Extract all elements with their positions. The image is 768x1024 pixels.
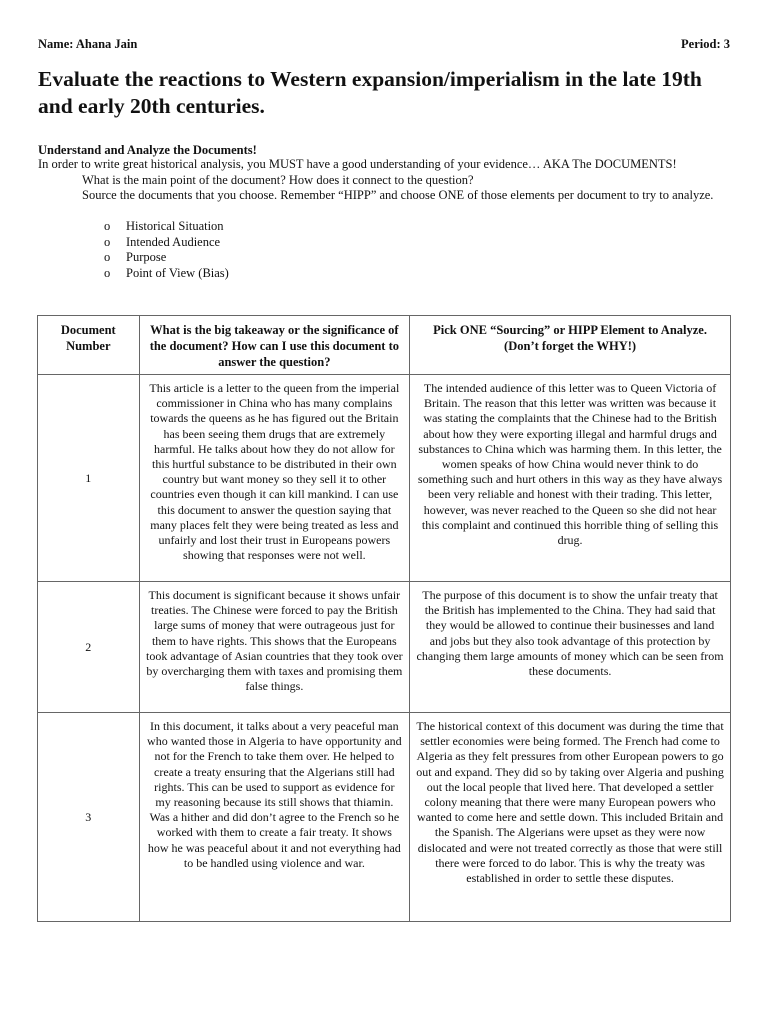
document-analysis-table — [37, 315, 731, 922]
hipp-item-label: Intended Audience — [126, 234, 221, 249]
instruction-source-documents: Source the documents that you choose. Remember “HIPP” and choose ONE of those elements per document to try to analyze. — [82, 188, 714, 202]
hipp-list-item — [104, 266, 229, 282]
hipp-cell: The historical context of this document was during the time that settler economies were being formed. The French had come to Algeria as they felt pressures from other European powers to go out and expand. They did so by taking over Algeria and pushing out the local people that lived here. That developed a settler colony meaning that there were many European powers who wanted to come here and settle down. This included Britain and the Spanish. The Algerians were upset as they were now dislocated and were not treated correctly as those that were still there were forced to do labor. This is why the treaty was established in order to settle these disputes. — [410, 713, 731, 922]
table-row — [38, 375, 731, 582]
hipp-list — [104, 219, 229, 281]
column-header-takeaway: What is the big takeaway or the significance of the document? How can I use this document to answer the question? — [139, 316, 410, 375]
takeaway-cell: This article is a letter to the queen from the imperial commissioner in China who has many complains towards the queens as he has figured out the Britain has been seeing them drugs that are extremely harmful. He talks about how they do not allow for this hurtful substance to be distributed in their own country but want money so they sell it to other countries even though it can kill mankind. I can use this document to answer the question saying that many places felt they were being treated as less and unfairly and lost their trust in Europeans powers showing that responses were not well. — [139, 375, 410, 582]
hipp-list-item — [104, 250, 229, 266]
header — [38, 37, 730, 53]
document-number-cell: 2 — [38, 582, 140, 713]
table-header-row — [38, 316, 731, 375]
bullet-marker: o — [104, 219, 111, 233]
hipp-list-item — [104, 235, 229, 251]
table-row — [38, 582, 731, 713]
hipp-list-item — [104, 219, 229, 235]
takeaway-cell: In this document, it talks about a very peaceful man who wanted those in Algeria to have opportunity and not for the French to take them over. He helped to create a treaty ensuring that the Algerians still had rights. This can be used to support as evidence for my reasoning because its still shows that thiamin. Was a hither and did don’t agree to the French so he worked with them to create a fair treaty. It shows how he was peaceful about it and not everything had to be handled using violence and war. — [139, 713, 410, 922]
hipp-cell: The purpose of this document is to show the unfair treaty that the British has implemented to the China. They had said that they would be allowed to continue their businesses and land and jobs but they also took advantage of this protection by changing them large amounts of money which can be seen from these documents. — [410, 582, 731, 713]
column-header-document-number: Document Number — [38, 316, 140, 375]
hipp-item-label: Historical Situation — [126, 219, 224, 233]
takeaway-cell: This document is significant because it shows unfair treaties. The Chinese were forced to pay the British large sums of money that were outrageous just for them to have rights. This shows that the Europeans took advantage of Asian countries that they took over by overcharging them with taxes and promising them false things. — [139, 582, 410, 713]
section-heading: Understand and Analyze the Documents! — [38, 143, 257, 157]
class-period: Period: 3 — [681, 37, 730, 51]
hipp-item-label: Purpose — [126, 250, 167, 264]
student-name: Name: Ahana Jain — [38, 37, 138, 51]
column-header-hipp: Pick ONE “Sourcing” or HIPP Element to Analyze. (Don’t forget the WHY!) — [410, 316, 731, 375]
table-row — [38, 713, 731, 922]
bullet-marker: o — [104, 265, 111, 280]
bullet-marker: o — [104, 234, 111, 249]
intro-text: In order to write great historical analysis, you MUST have a good understanding of your evidence… AKA The DOCUMENTS! — [38, 157, 677, 171]
document-number-cell: 3 — [38, 713, 140, 922]
hipp-cell: The intended audience of this letter was to Queen Victoria of Britain. The reason that this letter was written was because it was stating the complaints that the Chinese had to the British about how they were exporting illegal and harmful drugs and substances to China which was harming them. In this letter, the women speaks of how China would never think to do something such and hurt others in this way as they have always been very reliable and honest with their trading. This letter, however, was never reached to the Queen so she did not hear this complaint and continued this horrible thing of selling this drug. — [410, 375, 731, 582]
document-number-cell: 1 — [38, 375, 140, 582]
hipp-item-label: Point of View (Bias) — [126, 265, 229, 280]
bullet-marker: o — [104, 250, 111, 264]
instruction-main-point: What is the main point of the document? How does it connect to the question? — [82, 173, 474, 187]
page-title: Evaluate the reactions to Western expansion/imperialism in the late 19th and early 20th centuries. — [38, 67, 702, 118]
